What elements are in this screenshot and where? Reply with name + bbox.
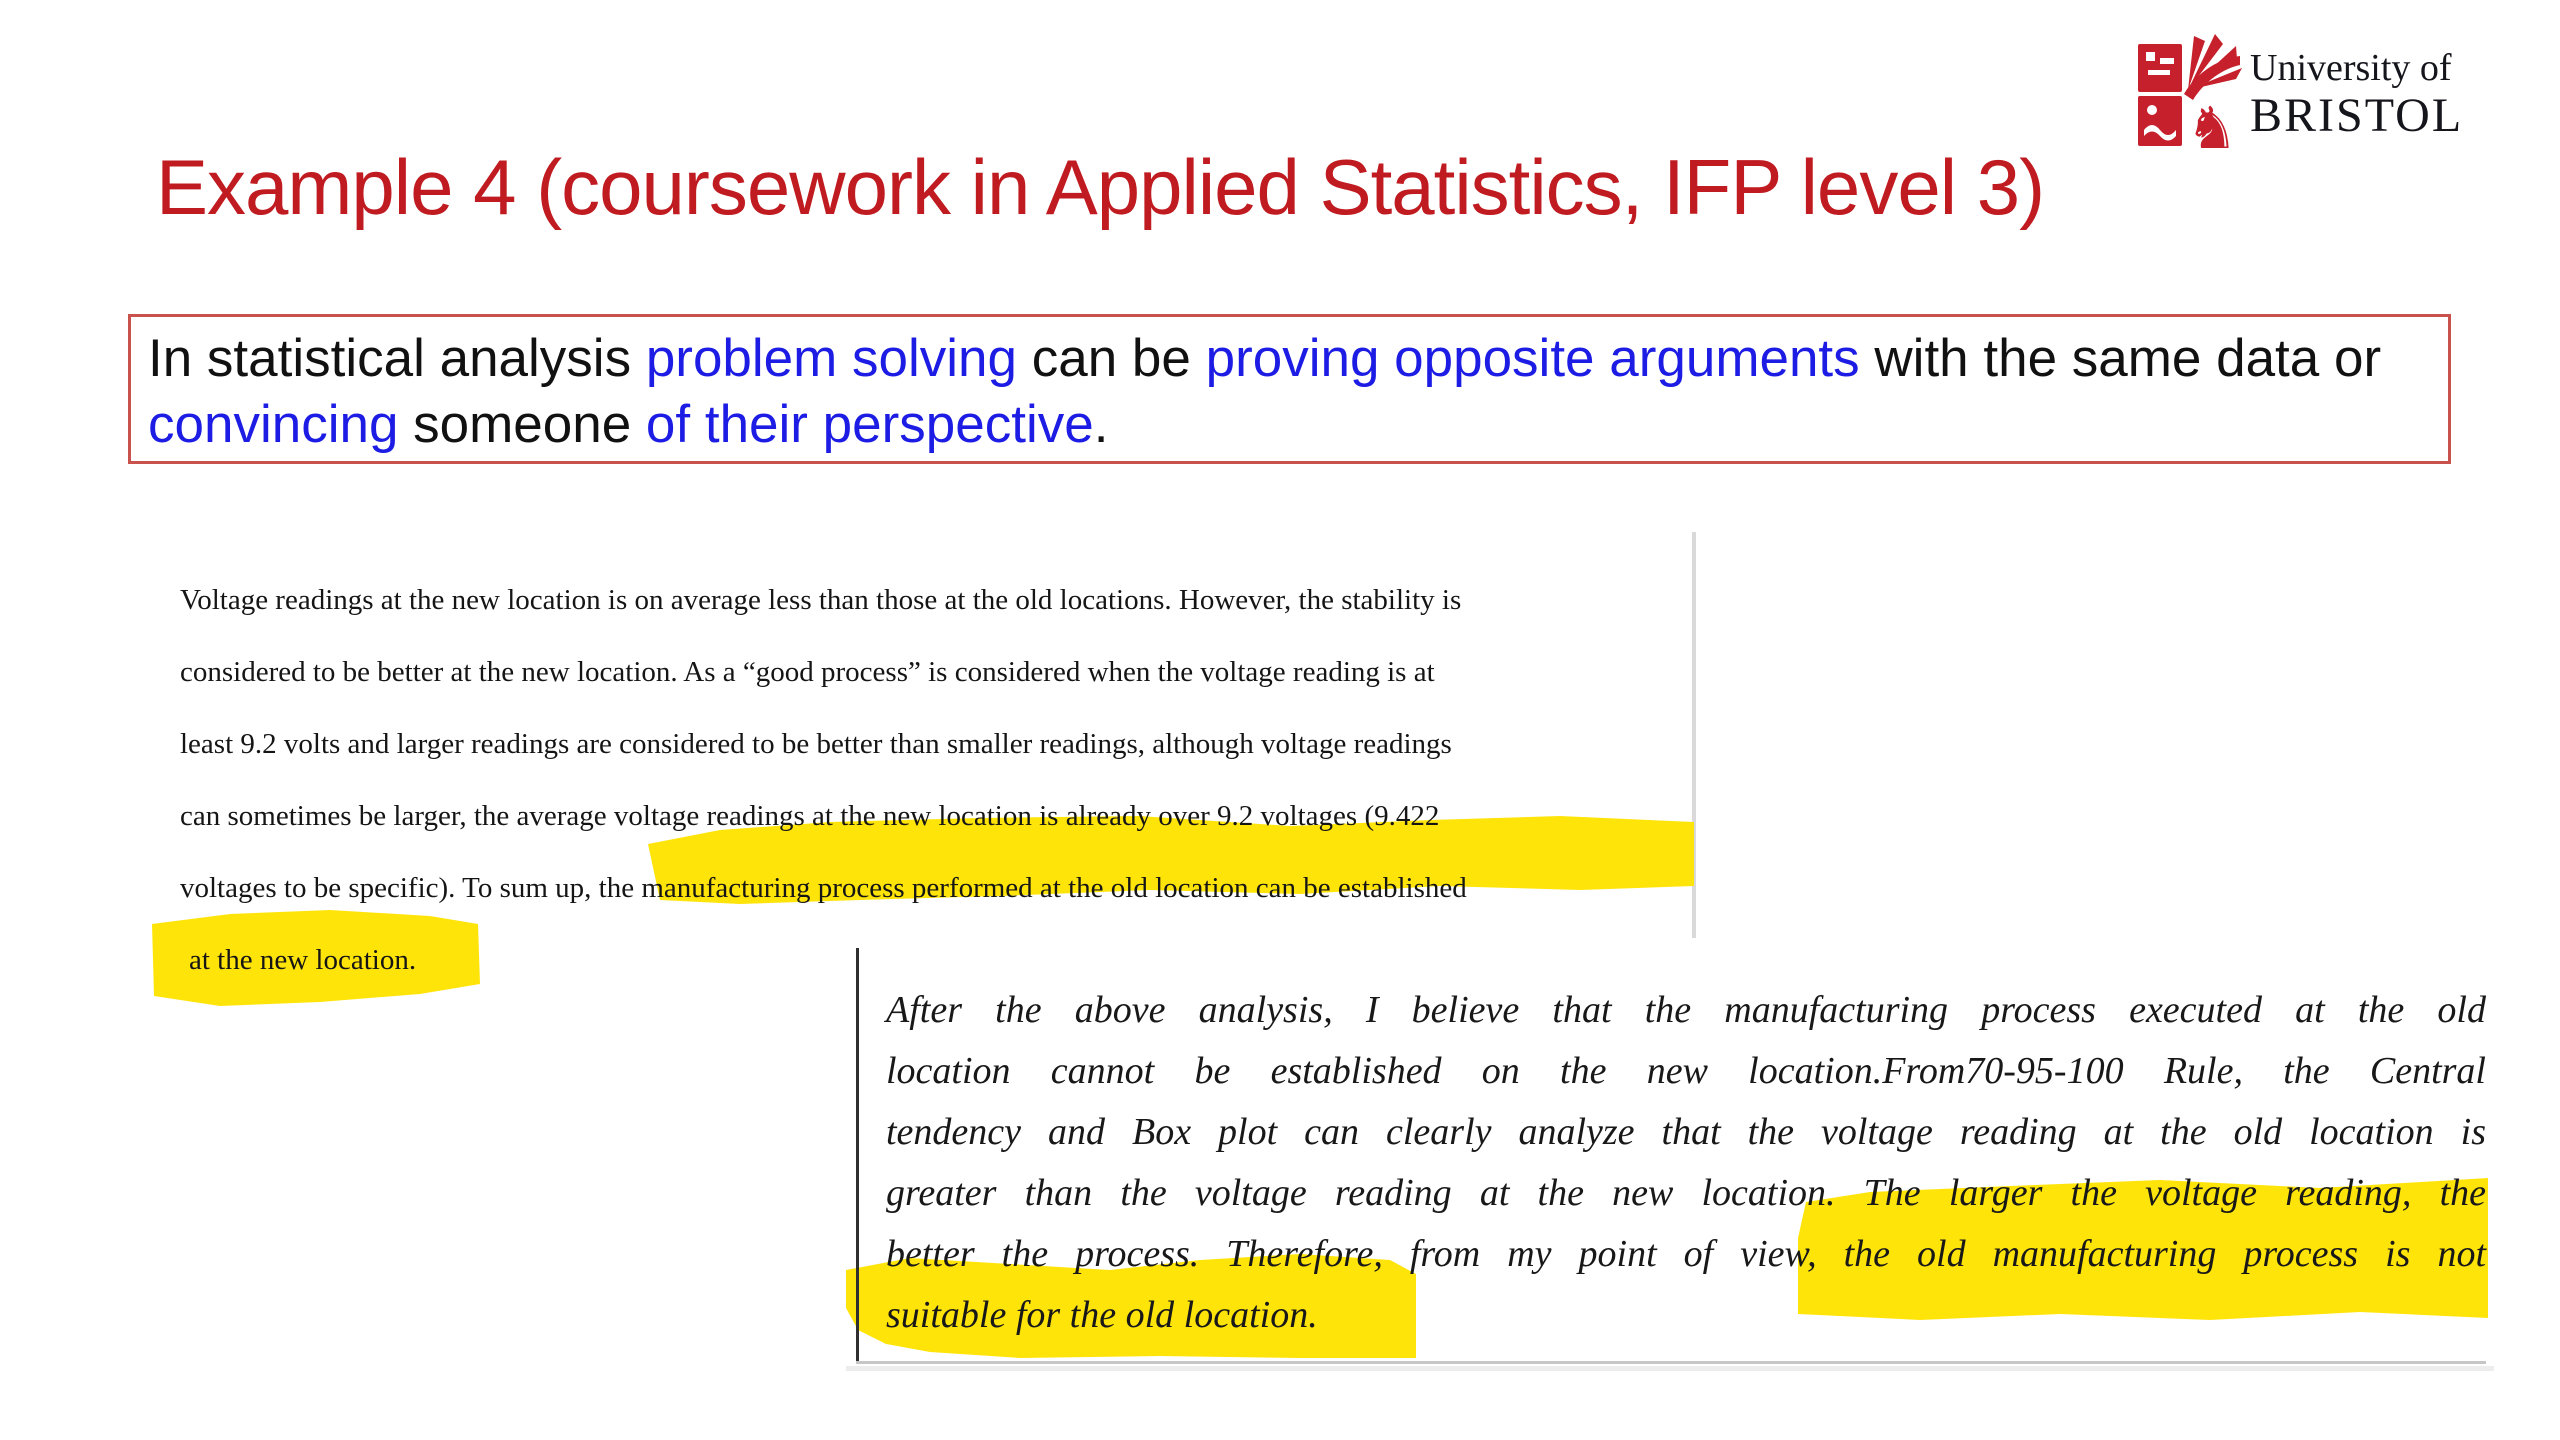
slide-title: Example 4 (coursework in Applied Statistics, IFP level 3) [156,143,2045,231]
excerpt2 [886,980,2486,1346]
callout-segment-blue: proving opposite arguments [1205,329,1860,388]
excerpt2-line: suitable for the old location. [886,1294,1318,1336]
excerpt1-line: considered to be better at the new location. As a “good process” is considered when the voltage reading is at [180,656,1435,688]
logo-bristol: BRISTOL [2250,89,2464,142]
excerpt1-line: can sometimes be larger, the average voltage readings at the new location is already over 9.2 voltages (9.422 [180,800,1440,832]
excerpt2-line: tendency and Box plot can clearly analyze that the voltage reading at the old location is [886,1111,2486,1153]
excerpt2-left-border [856,948,859,1362]
excerpt1 [180,564,1467,996]
logo-university-of: University of [2250,47,2452,89]
excerpt1-line: Voltage readings at the new location is on average less than those at the old locations. However, the stability is [180,584,1462,616]
callout-segment-blue: problem solving [645,329,1017,388]
excerpt2-line: location cannot be established on the new location.From70-95-100 Rule, the Central [886,1050,2486,1092]
excerpt2-line: After the above analysis, I believe that the manufacturing process executed at the old [886,989,2486,1031]
excerpt2-line: greater than the voltage reading at the new location. The larger the voltage reading, the [886,1172,2486,1214]
callout-segment: . [1093,395,1109,454]
excerpt1-line: at the new location. [189,944,417,976]
excerpt2-line: better the process. Therefore, from my point of view, the old manufacturing process is not [886,1233,2486,1275]
callout-segment: can be [1017,329,1206,388]
callout-segment: with the same data or [1859,329,2382,388]
excerpt1-line: voltages to be specific). To sum up, the manufacturing process performed at the old location can be established [180,872,1467,904]
callout-segment: someone [398,395,646,454]
excerpt1-line: least 9.2 volts and larger readings are considered to be better than smaller readings, although voltage readings [180,728,1452,760]
excerpt2-bottom-border [856,1361,2486,1364]
callout-segment: In statistical analysis [148,329,646,388]
callout-segment-blue: convincing [148,395,399,454]
callout-segment-blue: of their perspective [645,395,1094,454]
horse-glyph: ♞ [2186,94,2238,154]
